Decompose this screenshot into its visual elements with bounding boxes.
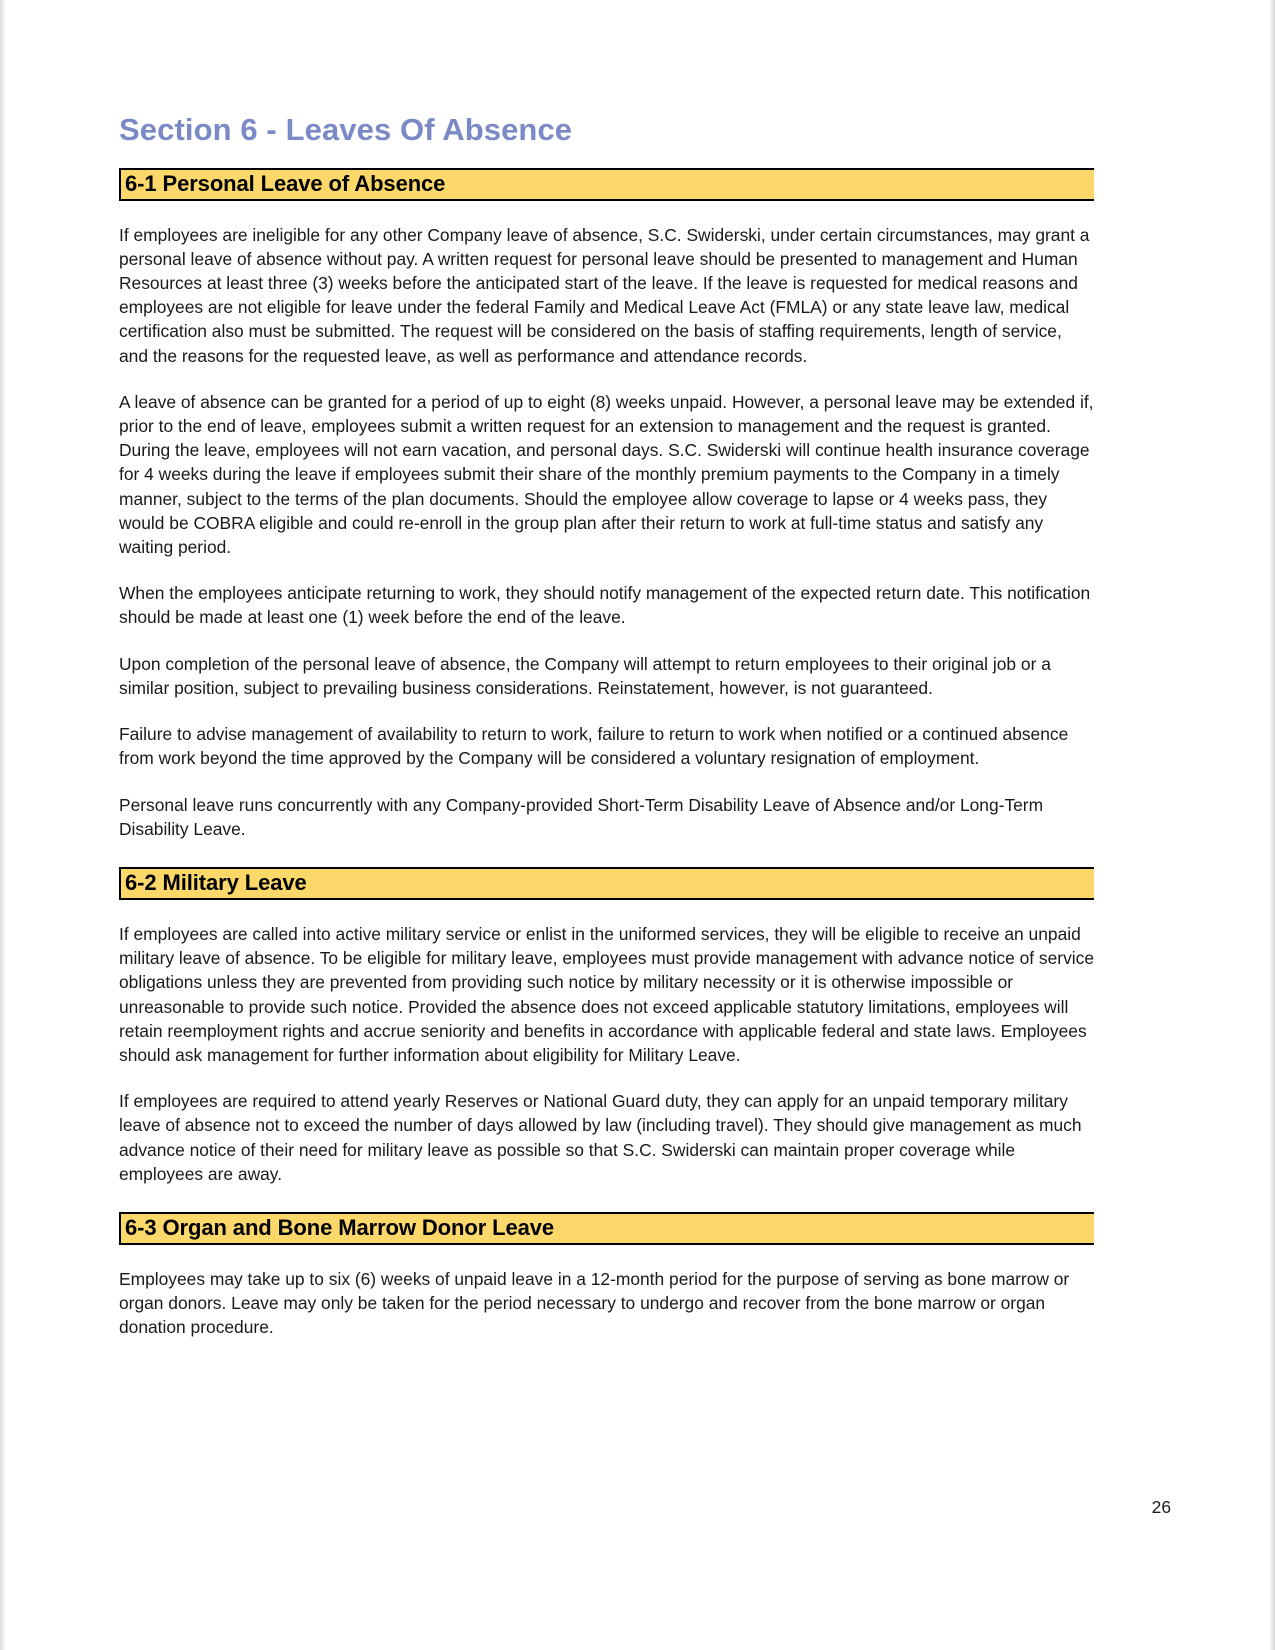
paragraph: A leave of absence can be granted for a period of up to eight (8) weeks unpaid. However, a personal leave may be extended if, prior to the end of leave, employees submit a written request for an extension to management and the request is granted. During the leave, employees will not earn vacation, and personal days. S.C. Swiderski will continue health insurance coverage for 4 weeks during the leave if employees submit their share of the monthly premium payments to the Company in a timely manner, subject to the terms of the plan documents. Should the employee allow coverage to lapse or 4 weeks pass, they would be COBRA eligible and could re-enroll in the group plan after their return to work at full-time status and satisfy any waiting period. xyxy=(119,391,1094,558)
section-header-6-3 xyxy=(119,1212,1094,1245)
paragraph: If employees are required to attend yearly Reserves or National Guard duty, they can apply for an unpaid temporary military leave of absence not to exceed the number of days allowed by law (including travel). They should give management as much advance notice of their need for military leave as possible so that S.C. Swiderski can maintain proper coverage while employees are away. xyxy=(119,1091,1082,1184)
paragraph: Personal leave runs concurrently with any Company-provided Short-Term Disability Leave of Absence and/or Long-Term Disability Leave. xyxy=(119,794,1044,839)
paragraph: When the employees anticipate returning to work, they should notify management of the expected return date. This notification should be made at least one (1) week before the end of the leave. xyxy=(119,583,1091,628)
paragraph: Employees may take up to six (6) weeks of unpaid leave in a 12-month period for the purpose of serving as bone marrow or organ donors. Leave may only be taken for the period necessary to undergo and recover from the bone marrow or organ donation procedure. xyxy=(119,1268,1070,1338)
page-number: 26 xyxy=(1151,1497,1171,1517)
section-header-label: 6-1 Personal Leave of Absence xyxy=(125,171,446,197)
section-header-6-1 xyxy=(119,168,1094,201)
spacer xyxy=(119,841,1095,867)
section-body-6-2 xyxy=(119,922,1095,1186)
document-content xyxy=(119,112,1095,1340)
paragraph: Failure to advise management of availability to return to work, failure to return to work when notified or a continued absence from work beyond the time approved by the Company will be considered a voluntary resignation of employment. xyxy=(119,724,1069,769)
section-header-label: 6-3 Organ and Bone Marrow Donor Leave xyxy=(125,1215,555,1241)
paragraph: If employees are ineligible for any other Company leave of absence, S.C. Swiderski, under certain circumstances, may grant a personal leave of absence without pay. A written request for personal leave should be presented to management and Human Resources at least three (3) weeks before the anticipated start of the leave. If the leave is requested for medical reasons and employees are not eligible for leave under the federal Family and Medical Leave Act (FMLA) or any state leave law, medical certification also must be submitted. The request will be considered on the basis of staffing requirements, length of service, and the reasons for the requested leave, as well as performance and attendance records. xyxy=(119,224,1090,366)
section-body-6-1 xyxy=(119,223,1095,841)
spacer xyxy=(119,1186,1095,1212)
section-body-6-3 xyxy=(119,1267,1095,1340)
paragraph: Upon completion of the personal leave of absence, the Company will attempt to return employees to their original job or a similar position, subject to prevailing business considerations. Reinstatement, however, is not guaranteed. xyxy=(119,653,1051,698)
section-header-6-2 xyxy=(119,867,1094,900)
page-title: Section 6 - Leaves Of Absence xyxy=(119,112,573,147)
section-header-label: 6-2 Military Leave xyxy=(125,870,307,896)
paragraph: If employees are called into active military service or enlist in the uniformed services, they will be eligible to receive an unpaid military leave of absence. To be eligible for military leave, employees must provide management with advance notice of service obligations unless they are prevented from providing such notice by military necessity or it is otherwise impossible or unreasonable to provide such notice. Provided the absence does not exceed applicable statutory limitations, employees will retain reemployment rights and accrue seniority and benefits in accordance with applicable federal and state laws. Employees should ask management for further information about eligibility for Military Leave. xyxy=(119,923,1095,1065)
